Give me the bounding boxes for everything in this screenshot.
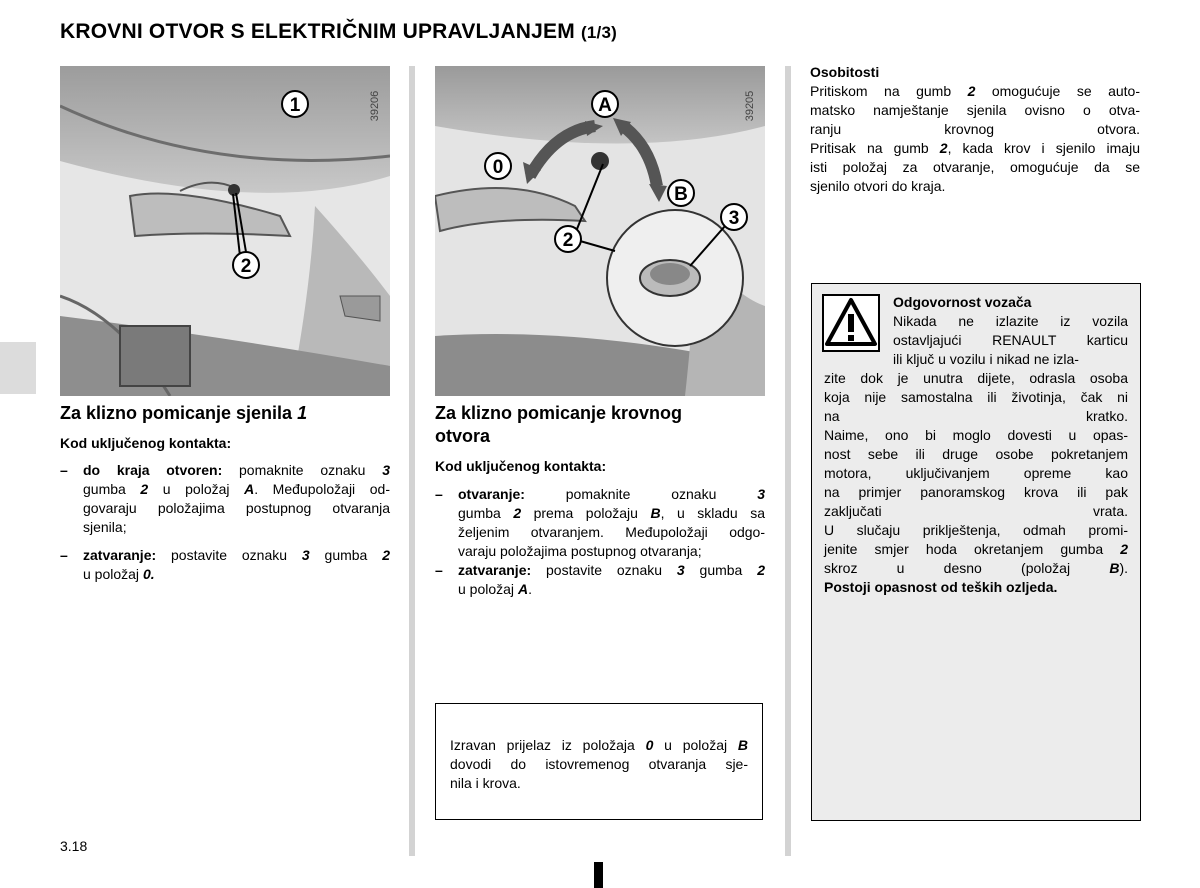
- text-run: 0.: [142, 566, 155, 582]
- text-run: govaraju položajima postupnog otvaranja: [83, 500, 390, 516]
- heading-line: Za klizno pomicanje krovnog: [435, 403, 683, 423]
- text-run: nost sebe ili druge osobe pokretanjem: [824, 446, 1128, 462]
- print-marker: [594, 862, 603, 888]
- column-separator-right: [785, 66, 791, 856]
- text-run: ).: [1119, 560, 1128, 576]
- column-separator-left: [409, 66, 415, 856]
- warning-box: [811, 283, 1141, 821]
- features-title: Osobitosti: [810, 64, 880, 80]
- text-run: B: [650, 505, 661, 521]
- text-run: ostavljajući RENAULT karticu: [893, 332, 1128, 348]
- text-line: [824, 521, 1128, 540]
- text-run: , u skladu sa: [660, 505, 765, 521]
- figure-sunshade-illustration: [60, 66, 390, 396]
- text-run: sjenilo otvori do kraja.: [810, 178, 946, 194]
- section-heading-sunshade: [60, 402, 307, 425]
- note-box: [435, 703, 763, 820]
- text-line: [810, 120, 1140, 139]
- text-run: Pritisak na gumb: [810, 140, 940, 156]
- text-run: dovodi do istovremenog otvaranja sje-: [450, 756, 748, 772]
- subheading-ignition: Kod uključenog kontakta:: [60, 435, 232, 451]
- text-run: postavite oznaku: [156, 547, 302, 563]
- text-run: .: [528, 581, 532, 597]
- callout-3: 3: [728, 208, 740, 229]
- list-bullet: –: [60, 462, 68, 478]
- text-run: postavite oznaku: [531, 562, 677, 578]
- text-line: [824, 578, 1128, 597]
- text-line: [824, 407, 1128, 426]
- text-run: koja nije samostalna ili životinja, čak ni: [824, 389, 1128, 405]
- text-run: 2: [382, 547, 390, 563]
- text-line: [810, 82, 1140, 101]
- text-line: [824, 502, 1128, 521]
- text-line: [458, 580, 765, 599]
- text-run: ranju krovnog otvora.: [810, 121, 1140, 137]
- text-line: [824, 369, 1128, 388]
- text-run: 0: [645, 737, 654, 753]
- text-line: [810, 101, 1140, 120]
- text-line: [83, 480, 390, 499]
- text-line: [810, 158, 1140, 177]
- warning-triangle-icon: [822, 294, 880, 352]
- callout-2b: 2: [562, 230, 574, 251]
- heading-number: 1: [297, 403, 308, 423]
- text-line: [824, 483, 1128, 502]
- text-run: pomaknite oznaku: [222, 462, 383, 478]
- text-run: zaključati vrata.: [824, 503, 1128, 519]
- text-run: pomaknite oznaku: [524, 486, 758, 502]
- text-run: gumba: [458, 505, 514, 521]
- text-run: A: [517, 581, 529, 597]
- figure-code: 39206: [369, 90, 381, 122]
- text-run: u položaj: [83, 566, 143, 582]
- callout-2: 2: [240, 256, 252, 277]
- figure-code: 39205: [744, 90, 756, 122]
- text-run: 2: [939, 140, 948, 156]
- text-run: skroz u desno (položaj: [824, 560, 1110, 576]
- text-run: 3: [382, 462, 390, 478]
- text-line: [450, 736, 748, 755]
- text-run: u položaj: [458, 581, 518, 597]
- page-title: [60, 20, 617, 44]
- text-line: [458, 523, 765, 542]
- callout-0: 0: [492, 157, 504, 178]
- text-run: sjenila;: [83, 519, 127, 535]
- text-run: 2: [513, 505, 522, 521]
- heading-text: Za klizno pomicanje sjenila: [60, 403, 298, 423]
- callout-1: 1: [289, 95, 301, 116]
- text-run: motora, uključivanjem opreme kao: [824, 465, 1128, 481]
- text-line: [824, 464, 1128, 483]
- text-line: [83, 565, 390, 584]
- text-run: željenim otvaranjem. Međupoložaji odgo-: [458, 524, 765, 540]
- page-title-part: (1/3): [581, 23, 617, 42]
- text-run: ili ključ u vozilu i nikad ne izla-: [893, 351, 1079, 367]
- list-bullet: –: [435, 562, 443, 578]
- text-line: [450, 755, 748, 774]
- text-run: 3: [676, 562, 685, 578]
- text-run: gumba: [309, 547, 383, 563]
- text-run: 2: [140, 481, 149, 497]
- callout-A: A: [598, 95, 612, 116]
- text-line: [824, 388, 1128, 407]
- text-run: B: [737, 737, 748, 753]
- text-run: prema položaju: [521, 505, 651, 521]
- text-line: [893, 350, 1128, 369]
- text-run: U slučaju priklještenja, odmah promi-: [824, 522, 1128, 538]
- text-line: [450, 774, 748, 793]
- text-run: jenite smjer hoda okretanjem gumba: [824, 541, 1121, 557]
- section-heading-sunroof: [435, 402, 682, 448]
- text-run: Naime, ono bi moglo dovesti u opas-: [824, 427, 1128, 443]
- text-run: u položaj: [148, 481, 245, 497]
- text-run: Izravan prijelaz iz položaja: [450, 737, 646, 753]
- text-run: . Međupoložaji od-: [254, 481, 390, 497]
- subheading-ignition: Kod uključenog kontakta:: [435, 458, 607, 474]
- text-line: [810, 139, 1140, 158]
- text-run: omogućuje se auto-: [975, 83, 1140, 99]
- callout-B: B: [674, 184, 688, 205]
- text-run: nila i krova.: [450, 775, 521, 791]
- text-run: do kraja otvoren:: [83, 462, 223, 478]
- text-line: [893, 331, 1128, 350]
- warning-title: Odgovornost vozača: [893, 294, 1032, 310]
- text-run: Postoji opasnost od teških ozljeda.: [824, 579, 1058, 595]
- text-line: [824, 426, 1128, 445]
- text-line: [810, 177, 1140, 196]
- text-run: 2: [967, 83, 976, 99]
- text-run: isti položaj za otvaranje, omogućuje da se: [810, 159, 1140, 175]
- text-run: gumba: [83, 481, 141, 497]
- text-run: zite dok je unutra dijete, odrasla osoba: [824, 370, 1128, 386]
- text-line: [83, 499, 390, 518]
- text-run: na kratko.: [824, 408, 1128, 424]
- text-run: varaju položajima postupnog otvaranja;: [458, 543, 702, 559]
- figure-sunroof-illustration: [435, 66, 765, 396]
- text-run: 2: [1120, 541, 1128, 557]
- text-run: gumba: [684, 562, 758, 578]
- text-line: [824, 559, 1128, 578]
- heading-line: otvora: [435, 426, 491, 446]
- text-run: B: [1109, 560, 1120, 576]
- text-line: [458, 485, 765, 504]
- text-run: Pritiskom na gumb: [810, 83, 968, 99]
- text-line: [83, 461, 390, 480]
- list-bullet: –: [60, 547, 68, 563]
- page-title-text: KROVNI OTVOR S ELEKTRIČNIM UPRAVLJANJEM: [60, 20, 575, 43]
- text-run: 2: [757, 562, 765, 578]
- list-bullet: –: [435, 486, 443, 502]
- text-run: zatvaranje:: [458, 562, 532, 578]
- text-run: na primjer panoramskog krova ili pak: [824, 484, 1128, 500]
- text-run: u položaj: [653, 737, 738, 753]
- page-number: 3.18: [60, 838, 88, 854]
- text-line: [458, 542, 765, 561]
- text-run: 3: [301, 547, 310, 563]
- text-run: matsko namještanje sjenila ovisno o otva-: [810, 102, 1140, 118]
- text-line: [458, 561, 765, 580]
- text-run: otvaranje:: [458, 486, 525, 502]
- text-line: [83, 518, 390, 537]
- text-run: 3: [757, 486, 765, 502]
- text-line: [893, 312, 1128, 331]
- text-run: Nikada ne izlazite iz vozila: [893, 313, 1128, 329]
- text-line: [83, 546, 390, 565]
- text-line: [824, 445, 1128, 464]
- section-tab: [0, 342, 36, 394]
- text-run: zatvaranje:: [83, 547, 157, 563]
- text-run: A: [244, 481, 255, 497]
- text-line: [824, 540, 1128, 559]
- text-run: , kada krov i sjenilo imaju: [947, 140, 1140, 156]
- text-line: [458, 504, 765, 523]
